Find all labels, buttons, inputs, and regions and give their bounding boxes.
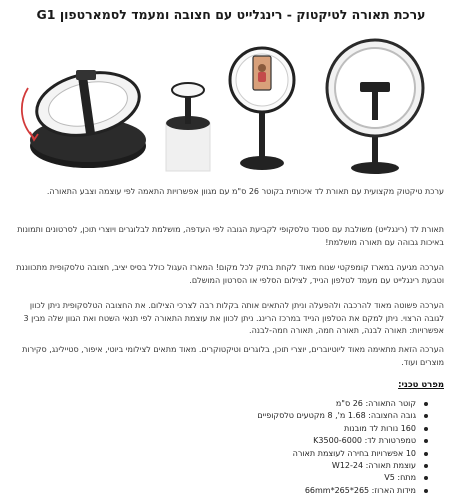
spec-item: 160 נורות לד מובנות <box>128 423 428 435</box>
paragraph-intro: ערכת טיקטוק מקצועית עם תאורת לד איכותית בקוטר 26 ס"מ עם מגוון אפשרויות התאמה לפי עוצמה וצבע התאורה. <box>46 187 444 196</box>
spec-heading: מפרט טכני: <box>398 380 444 390</box>
spec-list <box>128 398 428 497</box>
spec-item: מתח: V5 <box>128 472 428 484</box>
spec-item: עוצמת תאורה: W12-24 <box>128 460 428 472</box>
paragraph-package: הערכה מגיעה במארז קומפקטי שנוח מאוד לקחת בתיק לכל מקום! המארז העגול כולל בסיס יציב, חצובה טלסקופית מתכווננת וטבעת רינגלייט עם מעמד לטלפון הנייד, לצילום הסלפי או הסרטון המושלם. <box>16 263 444 285</box>
paragraph-setup: הערכה פשוטה מאוד להרכבה ולהפעלה וניתן להתאים אותה בקלות רבה לצרכי הצילום. את החצובה הטלסקופית ניתן לכוון לגובה הרצוי. ניתן למקם את הטלפון הנייד במרכז הרינג. ניתן לכוון את עוצמת התאורה לפי תנאי השטח ואת הגוון שלה מבין 3 אפשרויות: תאורה לבנה, תאורה חמה, תאורה חמה-לבנה. <box>23 301 444 335</box>
spec-item: טמפרטורת לד: K3500-6000 <box>128 435 428 447</box>
spec-item: 10 אפשרויות בחירה לעוצמת תאורה <box>128 448 428 460</box>
product-image-front <box>327 40 423 174</box>
product-image-extended <box>230 48 294 170</box>
spec-item: מידות הארוז: 265*265*66mm <box>128 485 428 497</box>
product-images <box>0 28 462 178</box>
product-image-compact <box>166 83 210 171</box>
spec-item: קוטר התאורה: 26 ס"מ <box>128 398 428 410</box>
product-images-svg <box>0 28 462 178</box>
paragraph-audience: הערכה הזאת מתאימה מאוד ליוטיוברים, יוצרי תוכן, בלוגרים וטיקטוקרים. מאוד מתאים לצילומי ביוטי, איפור, סטיילינג, סקירות מוצרים ועוד. <box>22 345 444 367</box>
paragraph-led: תאורת לד (רינגלייט) משולבת עם סטנד טלסקופי לקביעת הגובה לפי העדפה, מושלמת לבלוגרים ויוצרי תוכן, לסרטונים ותמונות באיכות גבוהה עם תאורה מושלמת! <box>17 225 444 247</box>
page-title: ערכת תאורה לטיקטוק - רינגלייט עם חצובה ומעמד לסמארטפון G1 <box>36 7 426 22</box>
product-image-folded <box>22 64 146 168</box>
spec-item: גובה החצובה: 1.68 מ', 8 מקטעים טלסקופיים <box>128 410 428 422</box>
